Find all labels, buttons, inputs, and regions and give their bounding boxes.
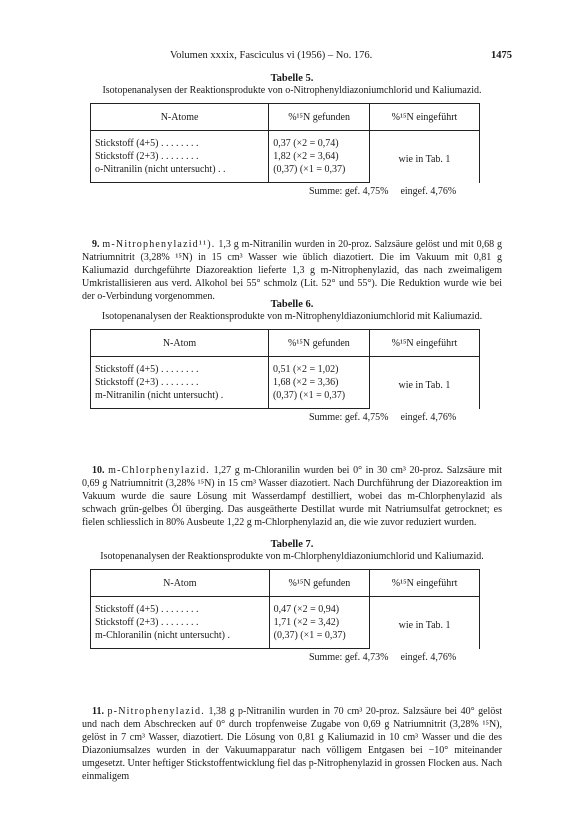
- row-value: (0,37) (×1 = 0,37): [269, 163, 370, 183]
- sum-introduced: eingef. 4,76%: [400, 186, 457, 197]
- row-label: m-Chloranilin (nicht untersucht) .: [91, 629, 270, 649]
- column-header: %¹⁵N gefunden: [269, 104, 370, 131]
- table-sum: [82, 412, 502, 423]
- column-header: N-Atome: [91, 104, 269, 131]
- table-row: [91, 131, 480, 151]
- table-title: Tabelle 7.: [270, 539, 314, 550]
- table-7-block: [82, 538, 502, 663]
- section-heading: m-Nitrophenylazid¹¹).: [102, 239, 216, 250]
- table-title: Tabelle 5.: [270, 73, 314, 84]
- sum-introduced: eingef. 4,76%: [400, 412, 457, 423]
- section-text: 1,27 g m-Chloranilin wurden bei 0° in 30 cm³ 20-proz. Salzsäure mit 0,69 g Natriumnitrit (3,28% ¹⁵N) in 15 cm³ Wasser diazotiert. Nach Durchführung der Diazoreaktion im Vakuum wurde die saure Lösung mit Wasserdampf destilliert, wobei das m-Chlorphenylazid als schwach grün-gelbes Öl überging. Das ausgeätherte Destillat wurde mit Natriumsulfat getrocknet; es fielen schliesslich in 80% Ausbeute 1,22 g m-Chlorphenylazid an, die wie zuvor reduziert wurden.: [82, 465, 503, 528]
- row-value: 1,82 (×2 = 3,64): [269, 150, 370, 163]
- row-label: m-Nitranilin (nicht untersucht) .: [91, 389, 269, 409]
- row-label: Stickstoff (4+5) . . . . . . . .: [91, 357, 269, 377]
- table-6-block: [82, 298, 502, 423]
- row-label: Stickstoff (2+3) . . . . . . . .: [91, 616, 270, 629]
- column-header: %¹⁵N eingeführt: [369, 330, 479, 357]
- paragraph-10: [82, 464, 502, 529]
- column-header: N-Atom: [91, 330, 269, 357]
- paragraph-11: [82, 705, 502, 783]
- isotope-table: [90, 569, 480, 649]
- row-label: Stickstoff (2+3) . . . . . . . .: [91, 150, 269, 163]
- column-header: %¹⁵N gefunden: [269, 570, 370, 597]
- merged-cell: wie in Tab. 1: [369, 357, 479, 409]
- column-header: %¹⁵N gefunden: [268, 330, 369, 357]
- section-number: 10.: [92, 465, 105, 476]
- section-heading: m-Chlorphenylazid.: [108, 465, 210, 476]
- column-header: N-Atom: [91, 570, 270, 597]
- table-caption: Isotopenanalysen der Reaktionsprodukte von o-Nitrophenyldiazoniumchlorid und Kaliumazid.: [102, 85, 482, 96]
- column-header: %¹⁵N eingeführt: [370, 570, 480, 597]
- isotope-table: [90, 103, 480, 183]
- section-number: 9.: [92, 239, 100, 250]
- sum-found: Summe: gef. 4,73%: [309, 652, 389, 663]
- row-value: 0,51 (×2 = 1,02): [268, 357, 369, 377]
- table-sum: [82, 186, 502, 197]
- sum-found: Summe: gef. 4,75%: [309, 412, 389, 423]
- table-sum: [82, 652, 502, 663]
- row-value: (0,37) (×1 = 0,37): [269, 629, 370, 649]
- sum-introduced: eingef. 4,76%: [400, 652, 457, 663]
- section-heading: p-Nitrophenylazid.: [107, 706, 205, 717]
- paragraph-9: [82, 238, 502, 303]
- row-value: (0,37) (×1 = 0,37): [268, 389, 369, 409]
- row-value: 0,47 (×2 = 0,94): [269, 597, 370, 617]
- table-5-block: [82, 72, 502, 197]
- sum-found: Summe: gef. 4,75%: [309, 186, 389, 197]
- isotope-table: [90, 329, 480, 409]
- row-value: 1,71 (×2 = 3,42): [269, 616, 370, 629]
- merged-cell: wie in Tab. 1: [370, 597, 480, 649]
- journal-title: Volumen xxxix, Fasciculus vi (1956) – No. 176.: [170, 50, 373, 61]
- row-value: 1,68 (×2 = 3,36): [268, 376, 369, 389]
- column-header: %¹⁵N eingeführt: [369, 104, 479, 131]
- table-row: [91, 597, 480, 617]
- table-caption: Isotopenanalysen der Reaktionsprodukte von m-Chlorphenyldiazoniumchlorid und Kaliumazid.: [100, 551, 484, 562]
- table-caption: Isotopenanalysen der Reaktionsprodukte von m-Nitrophenyldiazoniumchlorid mit Kaliumazid.: [101, 311, 483, 322]
- row-value: 0,37 (×2 = 0,74): [269, 131, 370, 151]
- section-text: 1,38 g p-Nitranilin wurden in 70 cm³ 20-proz. Salzsäure bei 40° gelöst und nach dem Abschrecken auf 0° durch tropfenweise Zugabe von 0,69 g Natriumnitrit (3,28% ¹⁵N), gelöst in 7 cm³ Wasser, diazotiert. Die Lösung von 0,81 g Kaliumazid in 10 cm³ Wasser und die des Diazoniumsalzes wurden in der Vakuumapparatur nach völligem Entgasen bei −10° miteinander umgesetzt. Unter heftiger Stickstoffentwicklung fiel das p-Nitrophenylazid in grossen Flocken aus. Nach einmaligem: [82, 706, 502, 782]
- table-title: Tabelle 6.: [270, 299, 314, 310]
- row-label: Stickstoff (4+5) . . . . . . . .: [91, 597, 270, 617]
- row-label: Stickstoff (2+3) . . . . . . . .: [91, 376, 269, 389]
- section-number: 11.: [92, 706, 104, 717]
- row-label: o-Nitranilin (nicht untersucht) . .: [91, 163, 269, 183]
- page-number: 1475: [491, 50, 512, 61]
- table-row: [91, 357, 480, 377]
- row-label: Stickstoff (4+5) . . . . . . . .: [91, 131, 269, 151]
- merged-cell: wie in Tab. 1: [369, 131, 479, 183]
- section-text: 1,3 g m-Nitranilin wurden in 20-proz. Salzsäure gelöst und mit 0,68 g Natriumnitrit (3,28% ¹⁵N) in 15 cm³ Wasser wie üblich diazotiert. Die im Vakuum mit 0,81 g Kaliumazid durchgeführte Diazoreaktion lieferte 1,3 g m-Nitrophenylazid, das nach zweimaligem Umkristallisieren aus verd. Alkohol bei 55° schmolz (Lit. 52° und 55°). Die Reduktion wurde wie bei der o-Verbindung vorgenommen.: [82, 239, 503, 302]
